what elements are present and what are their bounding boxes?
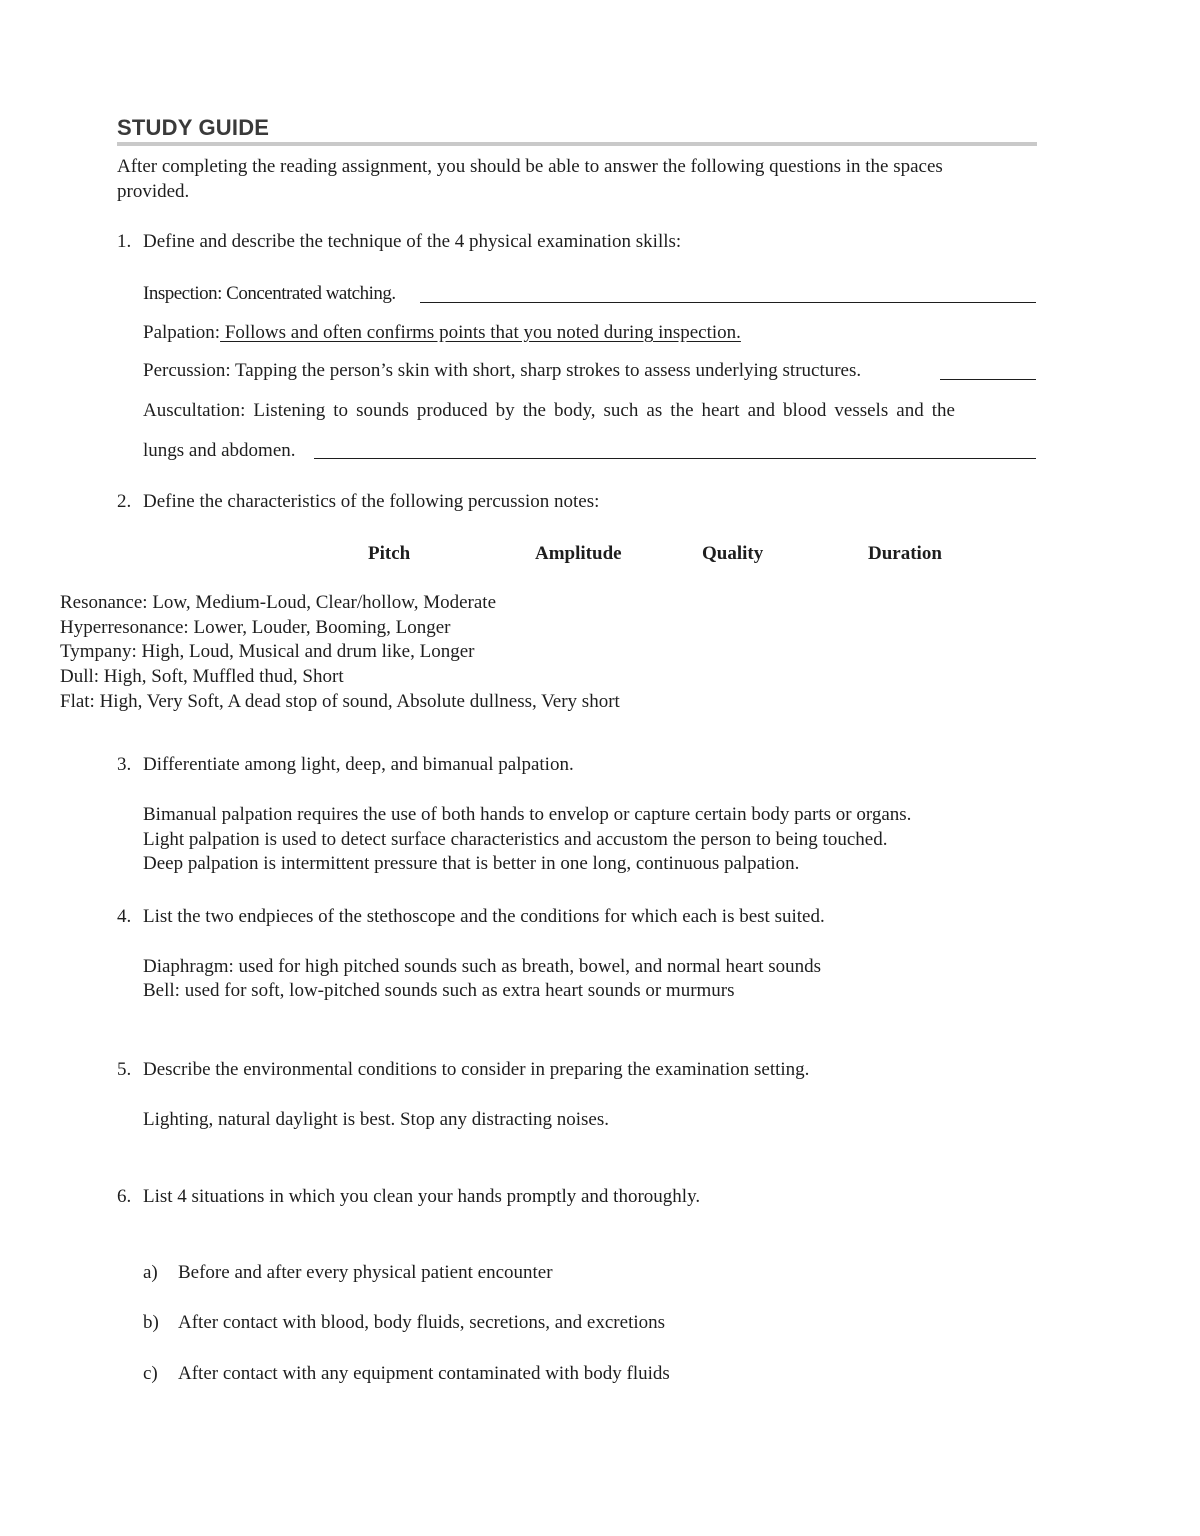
- q1-auscultation-line-1: Auscultation: Listening to sounds produced by the body, such as the heart and blood vessels and the: [143, 400, 955, 421]
- q4-answer-diaphragm: Diaphragm: used for high pitched sounds such as breath, bowel, and normal heart sounds: [143, 956, 822, 977]
- q3-number: 3.: [117, 754, 132, 775]
- q1-auscultation-line-2: lungs and abdomen.: [143, 440, 296, 461]
- q6-number: 6.: [117, 1186, 132, 1207]
- column-header-duration: Duration: [868, 543, 942, 564]
- inspection-answer-line: [420, 302, 1036, 303]
- q1-question: Define and describe the technique of the 4 physical examination skills:: [143, 231, 682, 252]
- list-item: Before and after every physical patient encounter: [178, 1262, 553, 1283]
- list-item: After contact with any equipment contaminated with body fluids: [178, 1363, 670, 1384]
- note-hyperresonance: Hyperresonance: Lower, Louder, Booming, Longer: [60, 617, 451, 638]
- list-item: After contact with blood, body fluids, secretions, and excretions: [178, 1312, 666, 1333]
- q4-number: 4.: [117, 906, 132, 927]
- intro-line-2: provided.: [117, 181, 190, 202]
- title-rule: [117, 142, 1037, 146]
- q3-answer-deep: Deep palpation is intermittent pressure that is better in one long, continuous palpation.: [143, 853, 800, 874]
- note-dull: Dull: High, Soft, Muffled thud, Short: [60, 666, 344, 687]
- palpation-answer: Follows and often confirms points that you noted during inspection.: [220, 322, 741, 343]
- q1-palpation: [143, 321, 741, 345]
- q3-answer-light: Light palpation is used to detect surface characteristics and accustom the person to being touched.: [143, 829, 888, 850]
- column-header-pitch: Pitch: [368, 543, 411, 564]
- note-tympany: Tympany: High, Loud, Musical and drum like, Longer: [60, 641, 475, 662]
- note-resonance: Resonance: Low, Medium-Loud, Clear/hollow, Moderate: [60, 592, 497, 613]
- q2-question: Define the characteristics of the following percussion notes:: [143, 491, 600, 512]
- list-item-label: a): [143, 1262, 158, 1283]
- page-title: STUDY GUIDE: [117, 115, 270, 140]
- q5-answer: Lighting, natural daylight is best. Stop any distracting noises.: [143, 1109, 609, 1130]
- q4-question: List the two endpieces of the stethoscope and the conditions for which each is best suited.: [143, 906, 825, 927]
- q5-question: Describe the environmental conditions to consider in preparing the examination setting.: [143, 1059, 810, 1080]
- q1-number: 1.: [117, 231, 132, 252]
- q6-question: List 4 situations in which you clean your hands promptly and thoroughly.: [143, 1186, 701, 1207]
- list-item-label: c): [143, 1363, 158, 1384]
- column-header-amplitude: Amplitude: [535, 543, 622, 564]
- q3-answer-bimanual: Bimanual palpation requires the use of both hands to envelop or capture certain body parts or organs.: [143, 804, 912, 825]
- note-flat: Flat: High, Very Soft, A dead stop of sound, Absolute dullness, Very short: [60, 691, 620, 712]
- percussion-answer-line: [940, 379, 1036, 380]
- intro-line-1: After completing the reading assignment, you should be able to answer the following questions in the spaces: [117, 156, 943, 177]
- q4-answer-bell: Bell: used for soft, low-pitched sounds such as extra heart sounds or murmurs: [143, 980, 735, 1001]
- q2-number: 2.: [117, 491, 132, 512]
- q1-percussion: Percussion: Tapping the person’s skin with short, sharp strokes to assess underlying structures.: [143, 360, 862, 381]
- q1-inspection: Inspection: Concentrated watching.: [143, 283, 396, 304]
- list-item-label: b): [143, 1312, 159, 1333]
- auscultation-answer-line: [314, 458, 1036, 459]
- q3-question: Differentiate among light, deep, and bimanual palpation.: [143, 754, 574, 775]
- palpation-label: Palpation:: [143, 322, 221, 343]
- column-header-quality: Quality: [702, 543, 764, 564]
- q5-number: 5.: [117, 1059, 132, 1080]
